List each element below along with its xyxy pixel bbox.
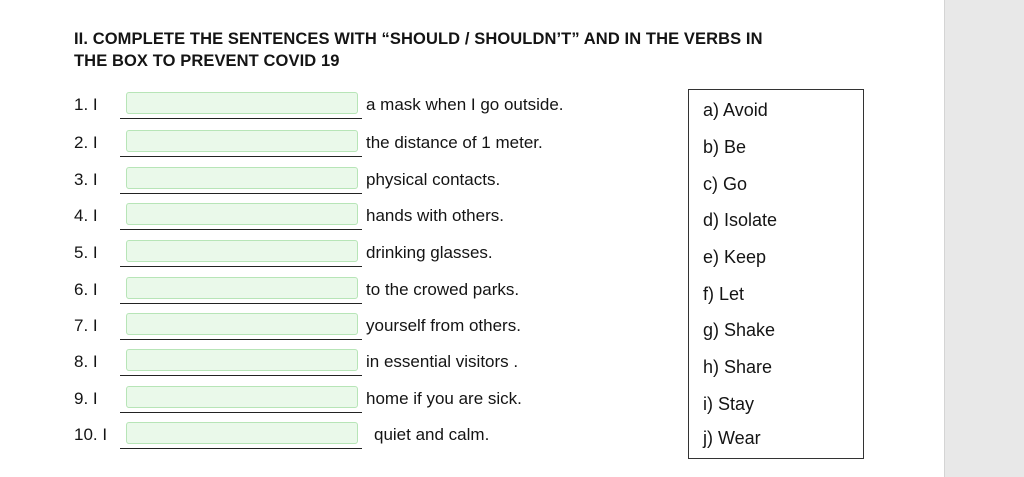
answer-input-1[interactable]: [126, 92, 358, 114]
answer-blank: [120, 90, 362, 119]
answer-input-5[interactable]: [126, 240, 358, 262]
sentence-number: 6. I: [74, 280, 98, 299]
answer-blank: [120, 347, 362, 376]
sentence-text: home if you are sick.: [366, 389, 522, 408]
answer-blank: [120, 165, 362, 194]
answer-input-10[interactable]: [126, 422, 358, 444]
answer-input-6[interactable]: [126, 277, 358, 299]
answer-blank: [120, 201, 362, 230]
sentence-number: 3. I: [74, 170, 98, 189]
answer-blank: [120, 238, 362, 267]
sentence-row-5: [74, 238, 674, 268]
verb-option: g) Shake: [703, 320, 776, 340]
exercise-title: [74, 28, 914, 72]
answer-blank: [120, 420, 362, 449]
sentence-number: 4. I: [74, 206, 98, 225]
verb-option: i) Stay: [703, 394, 755, 414]
sentence-text: to the crowed parks.: [366, 280, 520, 299]
verb-option: e) Keep: [703, 247, 767, 267]
sentence-number: 7. I: [74, 316, 98, 335]
sentence-row-7: [74, 311, 674, 341]
sentence-number: 2. I: [74, 133, 98, 152]
answer-input-2[interactable]: [126, 130, 358, 152]
answer-blank: [120, 311, 362, 340]
verb-option: f) Let: [703, 284, 745, 304]
verb-option: d) Isolate: [703, 210, 778, 230]
answer-input-4[interactable]: [126, 203, 358, 225]
sentence-number: 9. I: [74, 389, 98, 408]
sentence-row-8: [74, 347, 674, 377]
verb-box: [688, 89, 864, 459]
sentence-number: 8. I: [74, 352, 98, 371]
answer-blank: [120, 128, 362, 157]
sentence-row-2: [74, 128, 674, 158]
verb-option: h) Share: [703, 357, 773, 377]
verb-option: c) Go: [703, 174, 748, 194]
answer-input-9[interactable]: [126, 386, 358, 408]
title-line-2: THE BOX TO PREVENT COVID 19: [74, 52, 340, 70]
sentence-text: the distance of 1 meter.: [366, 133, 543, 152]
verb-option: b) Be: [703, 137, 747, 157]
sentence-row-1: [74, 90, 674, 120]
answer-input-3[interactable]: [126, 167, 358, 189]
sentence-row-6: [74, 275, 674, 305]
sentence-number: 1. I: [74, 95, 98, 114]
sentence-number: 10. I: [74, 425, 108, 444]
sentence-row-9: [74, 384, 674, 414]
sentence-text: physical contacts.: [366, 170, 501, 189]
sentence-row-3: [74, 165, 674, 195]
sentence-text: a mask when I go outside.: [366, 95, 564, 114]
sentence-row-4: [74, 201, 674, 231]
answer-blank: [120, 384, 362, 413]
sentence-text: quiet and calm.: [374, 425, 490, 444]
answer-input-7[interactable]: [126, 313, 358, 335]
title-line-1: II. COMPLETE THE SENTENCES WITH “SHOULD / SHOULDN’T” AND IN THE VERBS IN: [74, 30, 763, 48]
sentence-text: in essential visitors .: [366, 352, 519, 371]
answer-input-8[interactable]: [126, 349, 358, 371]
sentence-text: hands with others.: [366, 206, 504, 225]
verb-option: j) Wear: [703, 428, 761, 448]
sentence-text: yourself from others.: [366, 316, 521, 335]
sentence-number: 5. I: [74, 243, 98, 262]
answer-blank: [120, 275, 362, 304]
sentence-row-10: [74, 420, 674, 450]
verb-option: a) Avoid: [703, 100, 768, 120]
sentence-text: drinking glasses.: [366, 243, 493, 262]
